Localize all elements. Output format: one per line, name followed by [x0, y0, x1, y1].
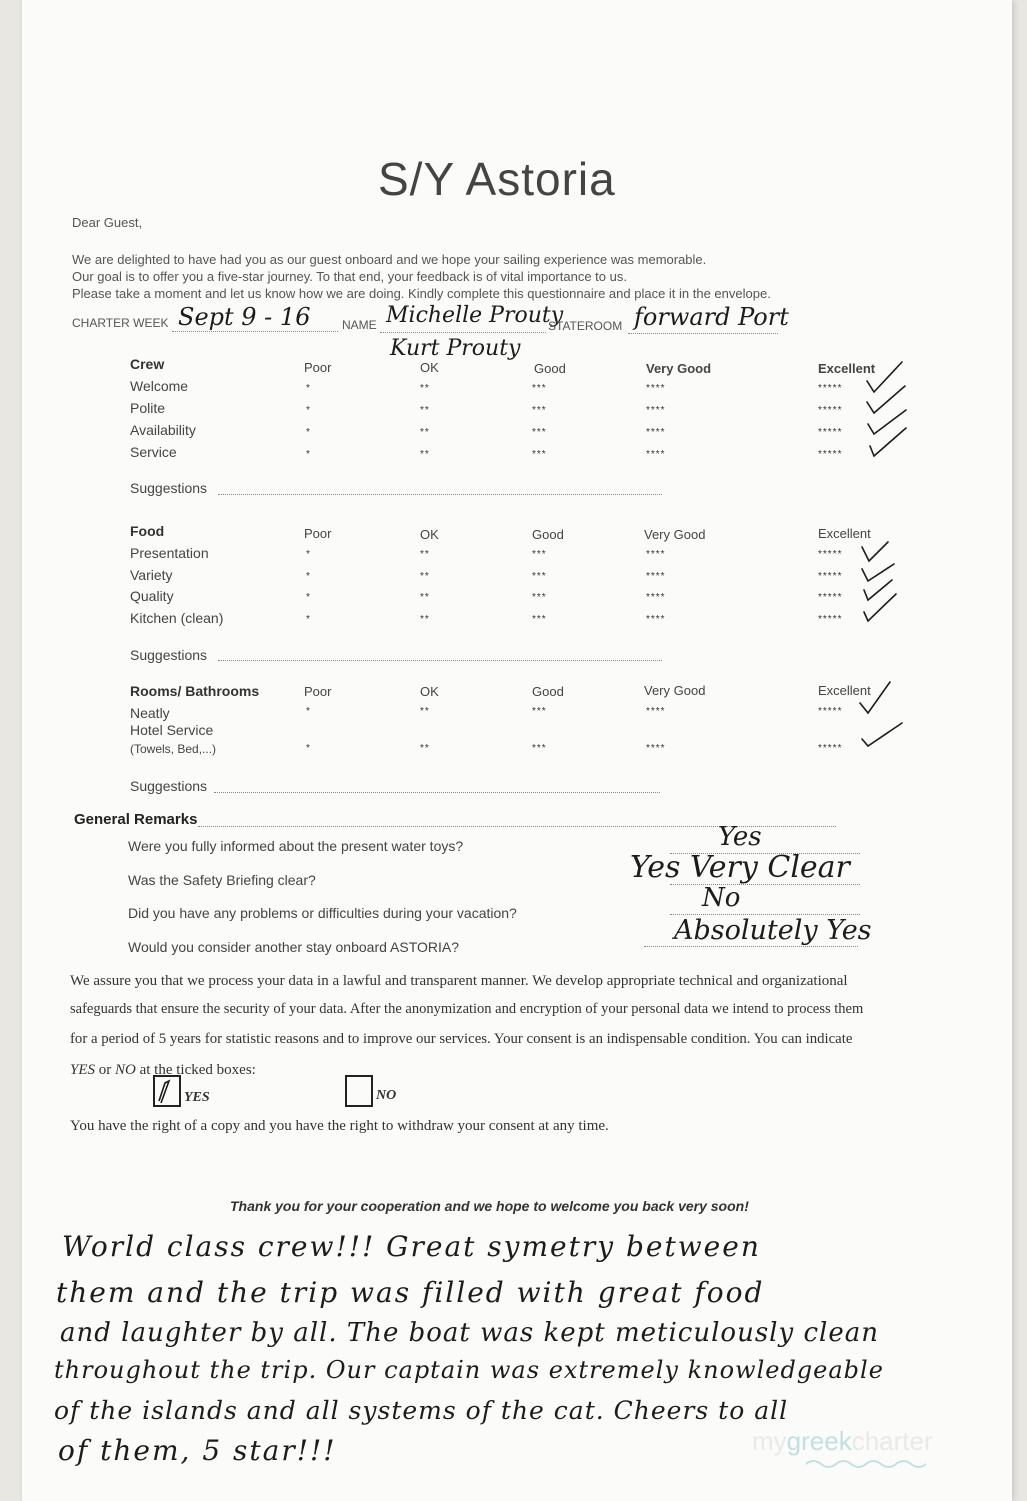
- charter-week-label: CHARTER WEEK: [72, 316, 169, 330]
- answer-line-4: [644, 946, 858, 947]
- crew-rating-option[interactable]: ***: [532, 383, 547, 394]
- check-icon: [862, 542, 888, 561]
- crew-rating-option[interactable]: **: [420, 383, 430, 394]
- answer-problems[interactable]: No: [702, 883, 741, 913]
- rooms-rating-option[interactable]: *****: [818, 706, 843, 717]
- privacy-rights: You have the right of a copy and you have the right to withdraw your consent at any time.: [70, 1118, 609, 1134]
- rooms-col-very-good: Very Good: [644, 683, 706, 698]
- crew-suggestions-line[interactable]: [218, 494, 662, 495]
- crew-rating-option[interactable]: ***: [532, 405, 547, 416]
- privacy-or-word: or: [95, 1062, 116, 1078]
- privacy-line-3: for a period of 5 years for statistic reasons and to improve our services. Your consent is an indispensable condition. You can indicate: [70, 1031, 853, 1047]
- page-title: S/Y Astoria: [378, 153, 616, 205]
- intro-line-3: Please take a moment and let us know how we are doing. Kindly complete this questionnaire and place it in the envelope.: [72, 286, 771, 301]
- note-line-5: of the islands and all systems of the cat. Cheers to all: [54, 1396, 789, 1425]
- crew-col-poor: Poor: [304, 360, 332, 375]
- crew-rating-option[interactable]: *****: [818, 383, 843, 394]
- watermark-logo: [752, 1426, 933, 1457]
- food-rating-option[interactable]: ****: [646, 614, 666, 625]
- name-value-2[interactable]: Kurt Prouty: [390, 336, 521, 361]
- question-water-toys: Were you fully informed about the present water toys?: [128, 838, 464, 854]
- stateroom-value[interactable]: forward Port: [634, 303, 789, 331]
- food-col-excellent: Excellent: [818, 526, 871, 541]
- answer-stay-again[interactable]: Absolutely Yes: [674, 915, 872, 946]
- food-rating-option[interactable]: **: [420, 614, 430, 625]
- rooms-rating-option[interactable]: *: [306, 706, 311, 717]
- crew-rating-option[interactable]: ****: [646, 427, 666, 438]
- crew-rating-option[interactable]: *: [306, 405, 311, 416]
- crew-rating-option[interactable]: ***: [532, 449, 547, 460]
- consent-no-label: NO: [376, 1088, 397, 1103]
- note-line-2: them and the trip was filled with great food: [56, 1276, 765, 1309]
- food-col-very-good: Very Good: [644, 527, 706, 542]
- crew-title: Crew: [130, 356, 165, 372]
- food-item-kitchen: Kitchen (clean): [130, 610, 224, 626]
- check-icon: [867, 386, 905, 413]
- crew-rating-option[interactable]: *****: [818, 405, 843, 416]
- intro-line-1: We are delighted to have had you as our guest onboard and we hope your sailing experience was memorable.: [72, 252, 707, 267]
- food-suggestions-label: Suggestions: [130, 647, 208, 663]
- rooms-item-towels-bed: (Towels, Bed,...): [130, 742, 217, 756]
- food-rating-option[interactable]: *: [306, 571, 311, 582]
- stateroom-line: [628, 333, 778, 334]
- food-col-poor: Poor: [304, 526, 332, 541]
- crew-rating-option[interactable]: ****: [646, 449, 666, 460]
- note-line-1: World class crew!!! Great symetry between: [62, 1230, 761, 1263]
- rooms-col-excellent: Excellent: [818, 683, 871, 698]
- consent-yes-checkbox[interactable]: [153, 1075, 181, 1107]
- privacy-yes-word: YES: [70, 1062, 96, 1078]
- food-rating-option[interactable]: *: [306, 549, 311, 560]
- crew-rating-option[interactable]: *****: [818, 449, 843, 460]
- name-value-1[interactable]: Michelle Prouty: [386, 303, 564, 328]
- rooms-rating-option[interactable]: *****: [818, 743, 843, 754]
- check-icon: [862, 723, 902, 746]
- consent-yes-label: YES: [184, 1090, 210, 1105]
- food-rating-option[interactable]: ****: [646, 571, 666, 582]
- rooms-title: Rooms/ Bathrooms: [130, 683, 260, 699]
- crew-rating-option[interactable]: **: [420, 405, 430, 416]
- food-suggestions-line[interactable]: [218, 660, 662, 661]
- food-rating-option[interactable]: ****: [646, 592, 666, 603]
- rooms-rating-option[interactable]: ****: [646, 706, 666, 717]
- note-line-6: of them, 5 star!!!: [58, 1434, 337, 1467]
- crew-rating-option[interactable]: *: [306, 449, 311, 460]
- rooms-rating-option[interactable]: ****: [646, 743, 666, 754]
- rooms-rating-option[interactable]: **: [420, 706, 430, 717]
- name-line: [380, 332, 546, 333]
- food-rating-option[interactable]: *: [306, 592, 311, 603]
- charter-week-value[interactable]: Sept 9 - 16: [178, 303, 311, 331]
- food-title: Food: [130, 523, 165, 539]
- check-icon: [862, 564, 894, 581]
- rooms-suggestions-label: Suggestions: [130, 778, 208, 794]
- crew-rating-option[interactable]: *: [306, 427, 311, 438]
- food-rating-option[interactable]: *****: [818, 549, 843, 560]
- food-rating-option[interactable]: **: [420, 592, 430, 603]
- check-icon: [870, 428, 906, 456]
- crew-col-excellent: Excellent: [818, 361, 876, 376]
- crew-item-polite: Polite: [130, 400, 166, 416]
- crew-item-service: Service: [130, 444, 177, 460]
- rooms-rating-option[interactable]: **: [420, 743, 430, 754]
- food-rating-option[interactable]: *: [306, 614, 311, 625]
- salutation: Dear Guest,: [72, 215, 143, 230]
- rooms-col-ok: OK: [420, 684, 439, 699]
- rooms-rating-option[interactable]: *: [306, 743, 311, 754]
- privacy-line-1: We assure you that we process your data in a lawful and transparent manner. We develop appropriate technical and organizational: [70, 973, 848, 989]
- food-item-variety: Variety: [130, 567, 173, 583]
- stateroom-label: STATEROOM: [548, 319, 623, 333]
- feedback-form-page: [22, 0, 1012, 1501]
- answer-water-toys[interactable]: Yes: [718, 822, 762, 852]
- crew-rating-option[interactable]: ***: [532, 427, 547, 438]
- rooms-item-neatly: Neatly: [130, 705, 170, 721]
- check-icon: [864, 594, 896, 621]
- food-rating-option[interactable]: **: [420, 571, 430, 582]
- question-safety-briefing: Was the Safety Briefing clear?: [128, 872, 316, 888]
- check-icon: [864, 580, 892, 600]
- food-rating-option[interactable]: *****: [818, 614, 843, 625]
- wave-icon: [806, 1458, 926, 1470]
- rooms-col-good: Good: [532, 684, 564, 699]
- food-rating-option[interactable]: ***: [532, 549, 547, 560]
- crew-col-good: Good: [534, 361, 566, 376]
- watermark-part-1: my: [752, 1426, 787, 1456]
- food-rating-option[interactable]: *****: [818, 592, 843, 603]
- food-col-good: Good: [532, 527, 564, 542]
- crew-rating-option[interactable]: **: [420, 449, 430, 460]
- rooms-col-poor: Poor: [304, 684, 332, 699]
- watermark-part-2: greek: [786, 1426, 852, 1456]
- watermark-part-3: charter: [851, 1426, 933, 1456]
- food-rating-option[interactable]: ****: [646, 549, 666, 560]
- name-label: NAME: [342, 318, 377, 332]
- food-rating-option[interactable]: **: [420, 549, 430, 560]
- rooms-rating-option[interactable]: ***: [532, 743, 547, 754]
- rating-checkmarks: [22, 0, 1012, 800]
- checkbox-tick-icon: [155, 1077, 179, 1105]
- consent-no-checkbox[interactable]: [345, 1075, 373, 1107]
- rooms-item-hotel-service: Hotel Service: [130, 722, 214, 738]
- rooms-rating-option[interactable]: ***: [532, 706, 547, 717]
- note-line-4: throughout the trip. Our captain was extremely knowledgeable: [54, 1356, 884, 1384]
- food-col-ok: OK: [420, 527, 439, 542]
- food-rating-option[interactable]: ***: [532, 592, 547, 603]
- intro-line-2: Our goal is to offer you a five-star journey. To that end, your feedback is of vital importance to us.: [72, 269, 627, 284]
- crew-col-ok: OK: [420, 360, 439, 375]
- crew-rating-option[interactable]: **: [420, 427, 430, 438]
- crew-rating-option[interactable]: ****: [646, 383, 666, 394]
- charter-week-line: [172, 331, 338, 332]
- crew-rating-option[interactable]: ****: [646, 405, 666, 416]
- crew-rating-option[interactable]: *****: [818, 427, 843, 438]
- food-rating-option[interactable]: *****: [818, 571, 843, 582]
- food-rating-option[interactable]: ***: [532, 614, 547, 625]
- food-item-quality: Quality: [130, 588, 174, 604]
- privacy-line-2: safeguards that ensure the security of your data. After the anonymization and encryption of your personal data we intend to process them: [70, 1001, 864, 1017]
- crew-suggestions-label: Suggestions: [130, 480, 208, 496]
- crew-col-very-good: Very Good: [646, 361, 712, 376]
- rooms-suggestions-line[interactable]: [214, 792, 660, 793]
- privacy-no-word: NO: [115, 1062, 136, 1078]
- thanks-message: Thank you for your cooperation and we hope to welcome you back very soon!: [230, 1198, 749, 1214]
- general-remarks-title: General Remarks: [74, 811, 198, 828]
- food-item-presentation: Presentation: [130, 545, 209, 561]
- answer-safety-briefing[interactable]: Yes Very Clear: [630, 850, 850, 885]
- crew-item-welcome: Welcome: [130, 378, 189, 394]
- crew-item-availability: Availability: [130, 422, 196, 438]
- question-stay-again: Would you consider another stay onboard ASTORIA?: [128, 939, 460, 955]
- food-rating-option[interactable]: ***: [532, 571, 547, 582]
- question-problems: Did you have any problems or difficulties during your vacation?: [128, 905, 517, 921]
- check-icon: [868, 410, 906, 434]
- crew-rating-option[interactable]: *: [306, 383, 311, 394]
- note-line-3: and laughter by all. The boat was kept meticulously clean: [60, 1318, 879, 1348]
- privacy-ticked-boxes-text: at the ticked boxes:: [135, 1062, 256, 1078]
